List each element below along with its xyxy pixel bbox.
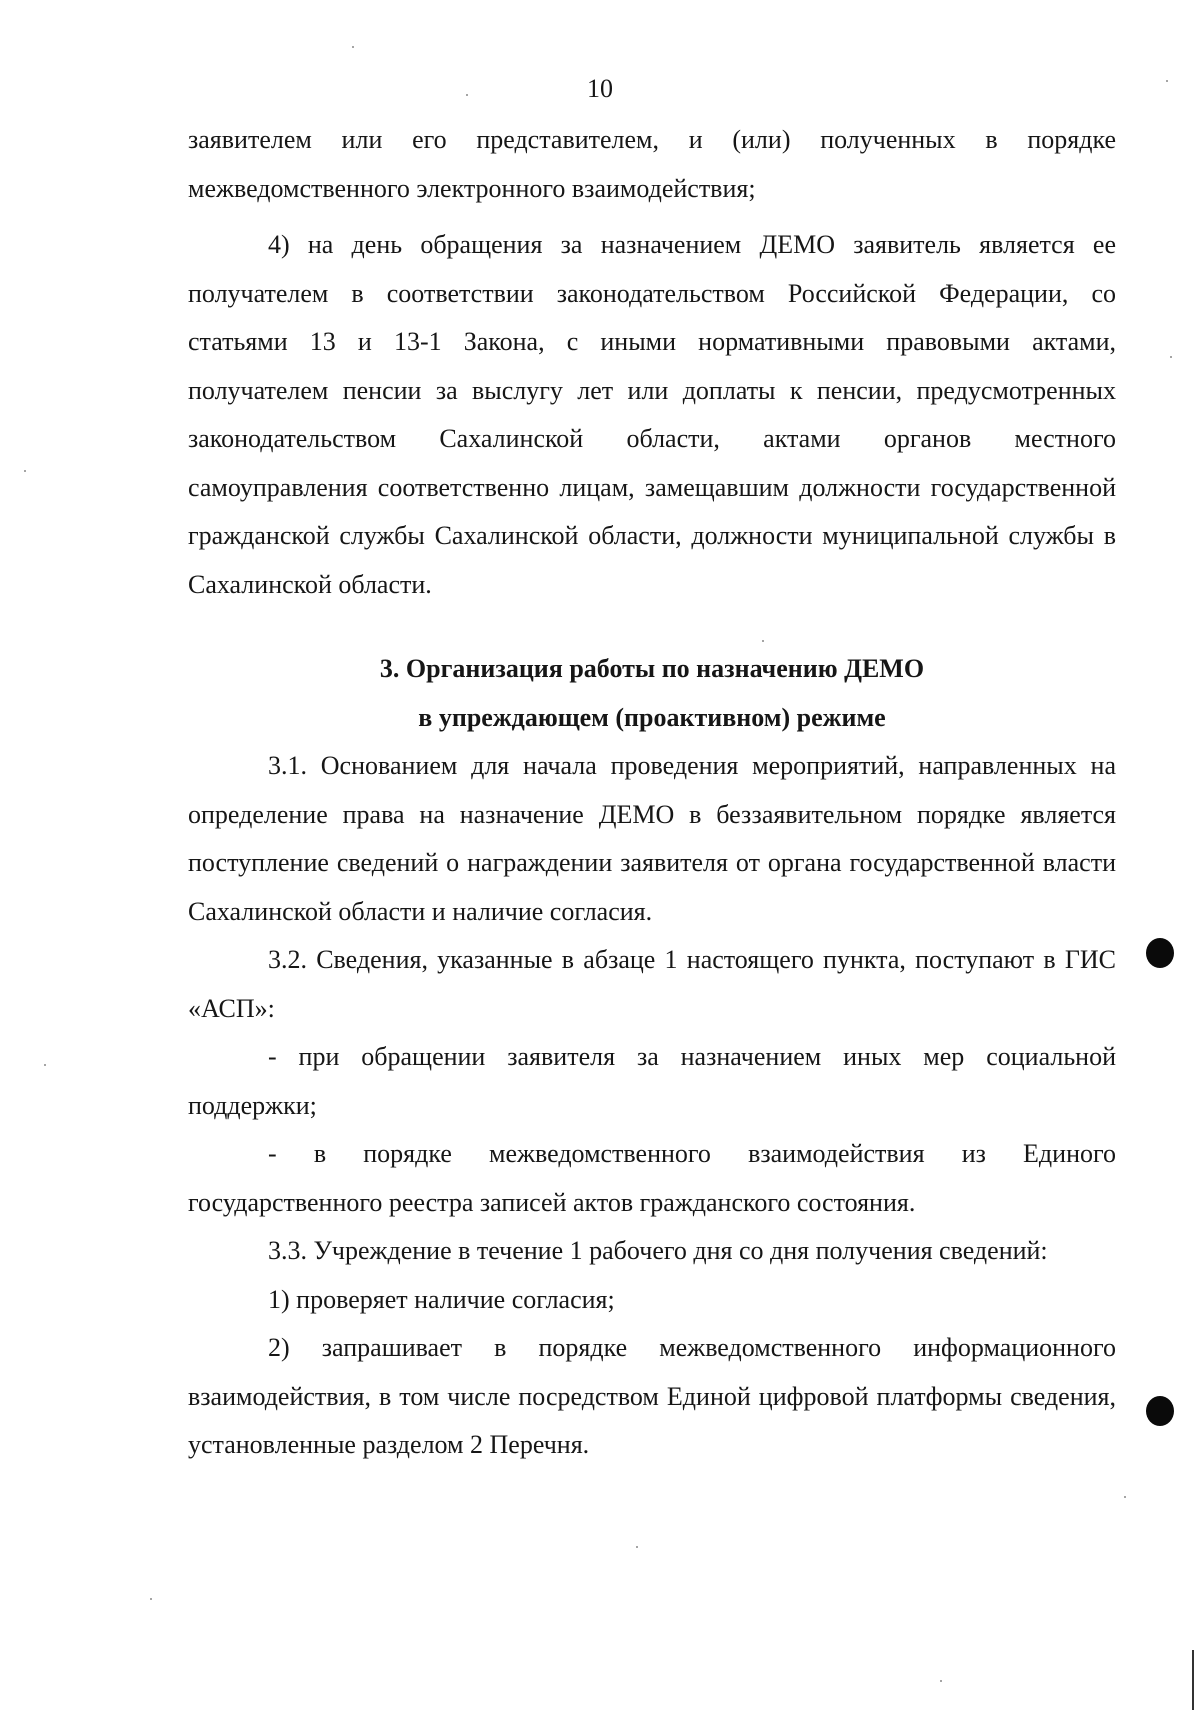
scan-speck — [150, 1598, 152, 1600]
scan-speck — [1166, 80, 1168, 82]
scan-speck — [940, 1680, 942, 1682]
scan-speck — [352, 46, 354, 48]
punch-hole-mark — [1146, 1396, 1174, 1426]
list-item-dash-1: - при обращении заявителя за назначением иных мер социальной поддержки; — [188, 1042, 1116, 1120]
scan-speck — [1170, 356, 1172, 358]
list-item-2: 2) запрашивает в порядке межведомственного информационного взаимодействия, в том числе посредством Единой цифровой платформы сведения, установленные разделом 2 Перечня. — [188, 1333, 1116, 1459]
list-item-1: 1) проверяет наличие согласия; — [268, 1284, 615, 1314]
list-item-dash-2: - в порядке межведомственного взаимодействия из Единого государственного реестра записей актов гражданского состояния. — [188, 1139, 1116, 1217]
paragraph-item-4: 4) на день обращения за назначением ДЕМО заявитель является ее получателем в соответствии законодательством Российской Федерации, со статьями 13 и 13-1 Закона, с иными нормативными правовыми актами, получателем пенсии за выслугу лет или доплаты к пенсии, предусмотренных законодательством Сахалинской области, актами органов местного самоуправления соответственно лицам, замещавшим должности государственной гражданской службы Сахалинской области, должности муниципальной службы в Сахалинской области. — [188, 230, 1116, 599]
punch-hole-mark — [1146, 938, 1174, 968]
page-number: 10 — [587, 74, 613, 103]
paragraph-continuation: заявителем или его представителем, и (или) полученных в порядке межведомственного электронного взаимодействия; — [188, 125, 1116, 203]
scan-speck — [44, 1064, 46, 1066]
section-heading-line-1: 3. Организация работы по назначению ДЕМО — [379, 654, 925, 683]
paragraph-3-3: 3.3. Учреждение в течение 1 рабочего дня со дня получения сведений: — [268, 1236, 1048, 1265]
document-body — [188, 116, 1116, 1470]
scan-speck — [24, 470, 26, 472]
scan-speck — [636, 1546, 638, 1548]
paragraph-3-2: 3.2. Сведения, указанные в абзаце 1 настоящего пункта, поступают в ГИС «АСП»: — [188, 945, 1116, 1023]
scan-speck — [762, 640, 764, 642]
scan-speck — [1124, 1496, 1126, 1498]
section-heading-line-2: в упреждающем (проактивном) режиме — [418, 702, 886, 732]
paragraph-3-1: 3.1. Основанием для начала проведения мероприятий, направленных на определение права на назначение ДЕМО в беззаявительном порядке является поступление сведений о награждении заявителя от органа государственной власти Сахалинской области и наличие согласия. — [188, 751, 1116, 926]
scan-edge-mark — [1192, 1650, 1194, 1710]
scan-speck — [466, 94, 468, 96]
